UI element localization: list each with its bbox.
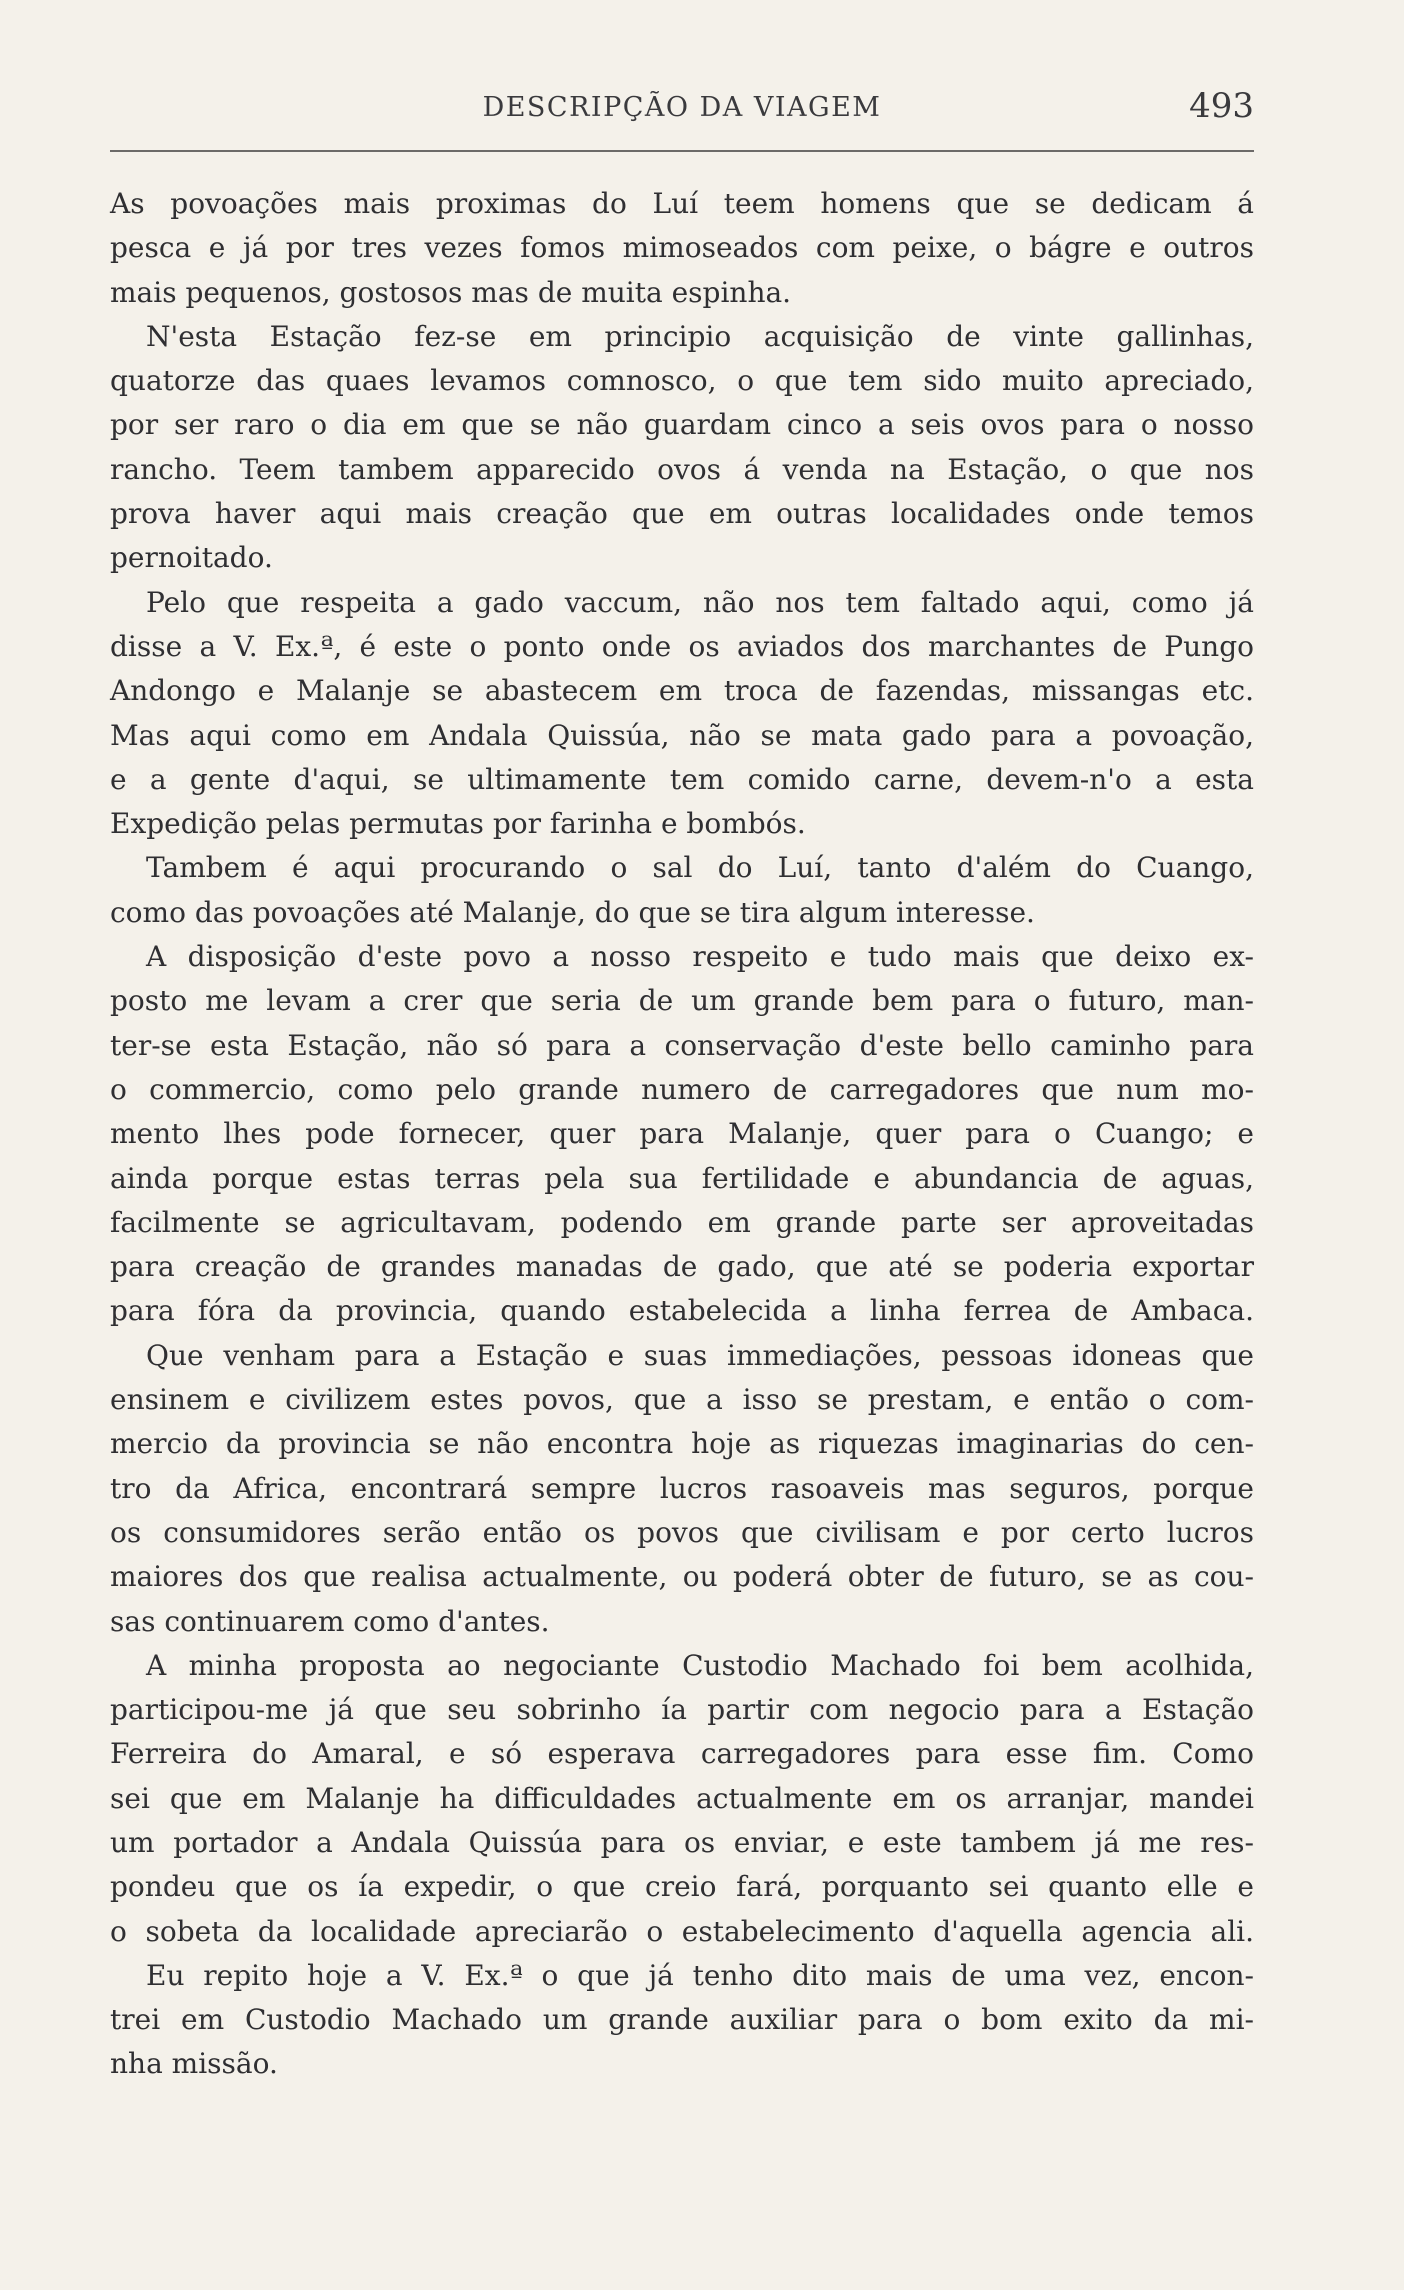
text-line: o commercio, como pelo grande numero de carregadores que num mo- bbox=[110, 1072, 1254, 1106]
text-line: ainda porque estas terras pela sua fertilidade e abundancia de aguas, bbox=[110, 1161, 1254, 1195]
text-line: Mas aqui como em Andala Quissúa, não se mata gado para a povoação, bbox=[110, 718, 1254, 752]
text-line: por ser raro o dia em que se não guardam cinco a seis ovos para o nosso bbox=[110, 408, 1254, 442]
text-line: As povoações mais proximas do Luí teem homens que se dedicam á bbox=[110, 187, 1254, 220]
text-line: disse a V. Ex.ª, é este o ponto onde os aviados dos marchantes de Pungo bbox=[110, 629, 1254, 663]
text-line: o sobeta da localidade apreciarão o estabelecimento d'aquella agencia ali. bbox=[110, 1914, 1254, 1948]
text-line: Ferreira do Amaral, e só esperava carregadores para esse fim. Como bbox=[110, 1737, 1254, 1771]
text-line: N'esta Estação fez-se em principio acquisição de vinte gallinhas, bbox=[146, 319, 1254, 353]
text-line: sei que em Malanje ha difficuldades actualmente em os arranjar, mandei bbox=[110, 1781, 1254, 1815]
text-line: nha missão. bbox=[110, 2047, 278, 2081]
text-line: sas continuarem como d'antes. bbox=[110, 1604, 550, 1638]
running-head bbox=[110, 86, 1254, 136]
header-rule bbox=[110, 150, 1254, 152]
text-line: e a gente d'aqui, se ultimamente tem comido carne, devem-n'o a esta bbox=[110, 762, 1254, 796]
text-line: mercio da provincia se não encontra hoje as riquezas imaginarias do cen- bbox=[110, 1427, 1254, 1461]
text-line: tro da Africa, encontrará sempre lucros rasoaveis mas seguros, porque bbox=[110, 1471, 1254, 1505]
text-line: Tambem é aqui procurando o sal do Luí, tanto d'além do Cuango, bbox=[146, 851, 1254, 885]
text-line: ter-se esta Estação, não só para a conservação d'este bello caminho para bbox=[110, 1028, 1254, 1062]
text-line: facilmente se agricultavam, podendo em grande parte ser aproveitadas bbox=[110, 1205, 1254, 1239]
text-line: os consumidores serão então os povos que civilisam e por certo lucros bbox=[110, 1515, 1254, 1549]
text-line: Andongo e Malanje se abastecem em troca de fazendas, missangas etc. bbox=[110, 674, 1254, 708]
text-line: rancho. Teem tambem apparecido ovos á venda na Estação, o que nos bbox=[110, 452, 1254, 486]
text-line: quatorze das quaes levamos comnosco, o que tem sido muito apreciado, bbox=[110, 364, 1254, 398]
page-number: 493 bbox=[1189, 86, 1254, 126]
text-line: Expedição pelas permutas por farinha e bombós. bbox=[110, 807, 806, 841]
text-line: maiores dos que realisa actualmente, ou poderá obter de futuro, se as cou- bbox=[110, 1560, 1254, 1594]
text-line: pesca e já por tres vezes fomos mimoseados com peixe, o bágre e outros bbox=[110, 231, 1254, 265]
text-line: mais pequenos, gostosos mas de muita espinha. bbox=[110, 275, 792, 309]
text-line: posto me levam a crer que seria de um grande bem para o futuro, man- bbox=[110, 984, 1254, 1018]
text-line: Pelo que respeita a gado vaccum, não nos tem faltado aqui, como já bbox=[146, 585, 1254, 619]
text-line: prova haver aqui mais creação que em outras localidades onde temos bbox=[110, 497, 1254, 531]
text-line: um portador a Andala Quissúa para os enviar, e este tambem já me res- bbox=[110, 1825, 1254, 1859]
text-line: para fóra da provincia, quando estabelecida a linha ferrea de Ambaca. bbox=[110, 1294, 1254, 1328]
text-line: para creação de grandes manadas de gado, que até se poderia exportar bbox=[110, 1250, 1254, 1284]
text-line: como das povoações até Malanje, do que se tira algum interesse. bbox=[110, 895, 1035, 929]
body-text bbox=[110, 182, 1254, 2087]
text-line: trei em Custodio Machado um grande auxiliar para o bom exito da mi- bbox=[110, 2003, 1254, 2037]
text-line: Eu repito hoje a V. Ex.ª o que já tenho dito mais de uma vez, encon- bbox=[146, 1958, 1254, 1992]
running-title: DESCRIPÇÃO DA VIAGEM bbox=[482, 92, 882, 123]
text-line: participou-me já que seu sobrinho ía partir com negocio para a Estação bbox=[110, 1693, 1254, 1727]
text-line: A disposição d'este povo a nosso respeito e tudo mais que deixo ex- bbox=[146, 940, 1254, 974]
text-line: Que venham para a Estação e suas immediações, pessoas idoneas que bbox=[146, 1338, 1254, 1372]
text-line: pernoitado. bbox=[110, 541, 273, 575]
text-line: pondeu que os ía expedir, o que creio fará, porquanto sei quanto elle e bbox=[110, 1870, 1254, 1904]
text-line: ensinem e civilizem estes povos, que a isso se prestam, e então o com- bbox=[110, 1383, 1254, 1417]
text-line: mento lhes pode fornecer, quer para Malanje, quer para o Cuango; e bbox=[110, 1117, 1254, 1151]
text-line: A minha proposta ao negociante Custodio Machado foi bem acolhida, bbox=[146, 1648, 1254, 1682]
